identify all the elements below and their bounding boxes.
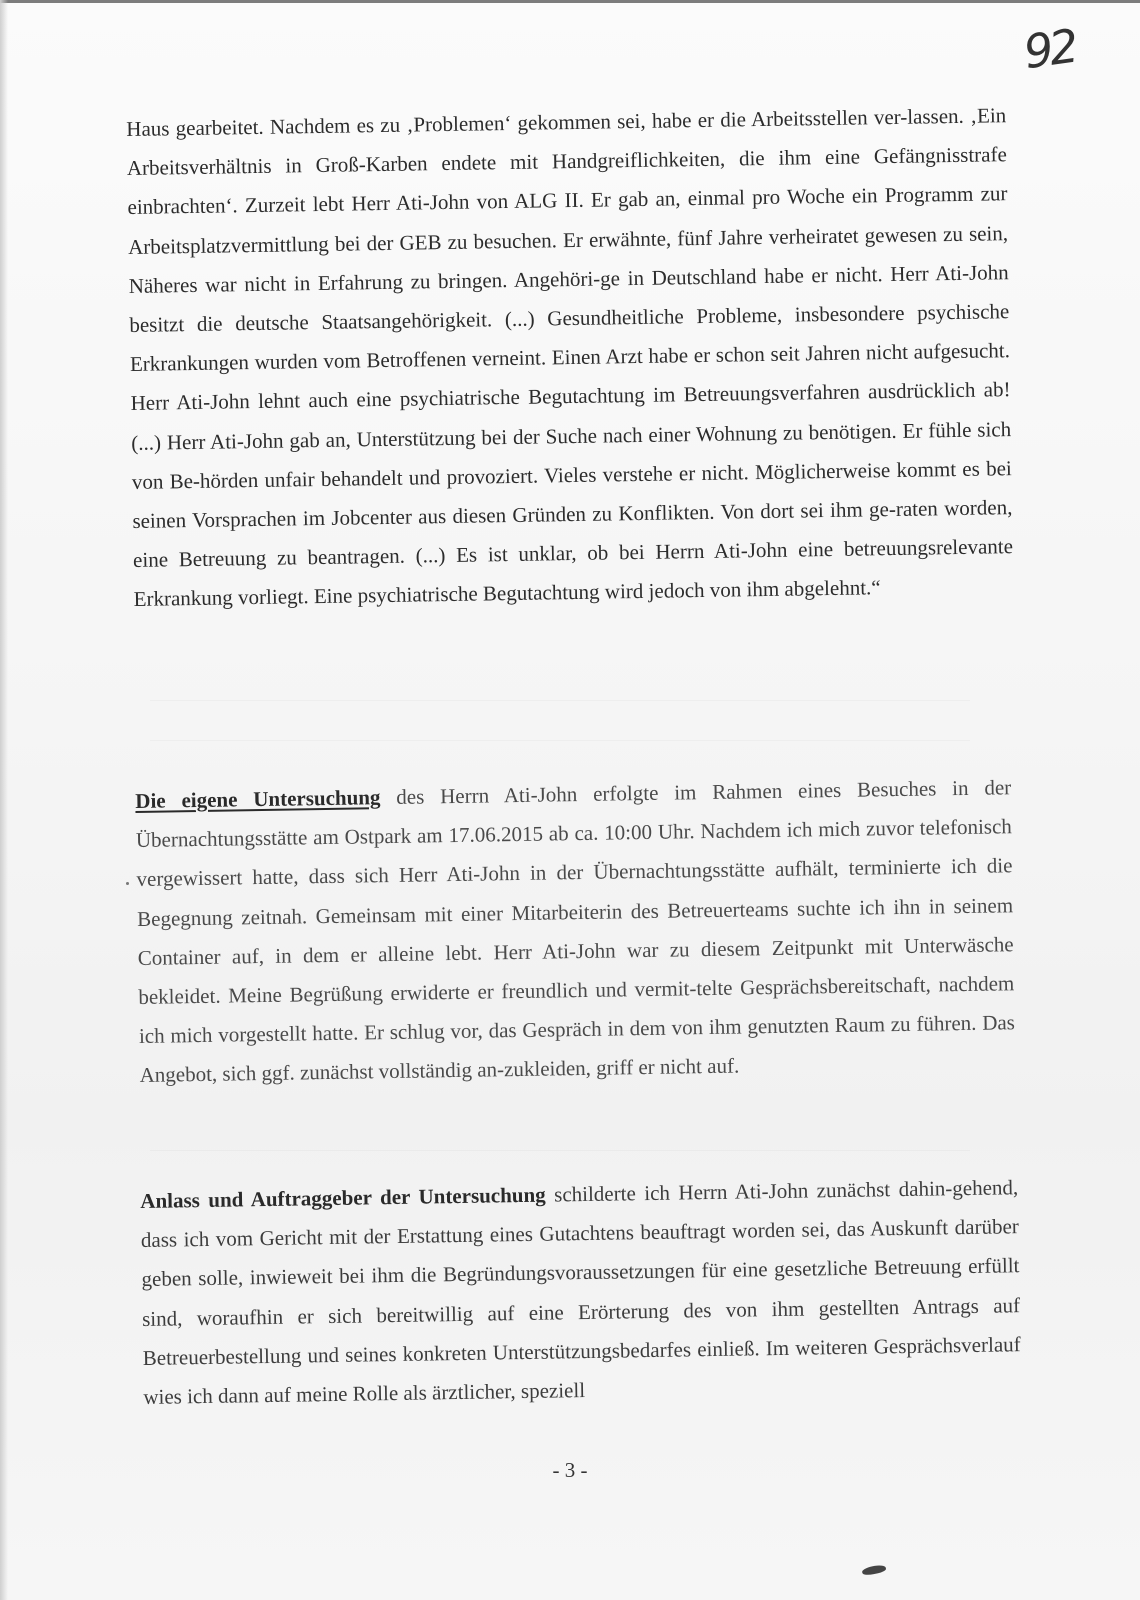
- scan-top-edge: [0, 0, 1140, 3]
- handwritten-page-marker: 92: [1020, 18, 1079, 80]
- bleed-through-line: [150, 740, 970, 741]
- paragraph-1-text: Haus gearbeitet. Nachdem es zu ‚Problemen‘ gekommen sei, habe er die Arbeitsstellen ver-lassen. ‚Ein Arbeitsverhältnis in Groß-Karben endete mit Handgreiflichkeiten, die ihm eine Gefängnisstrafe einbrachten‘. Zurzeit lebt Herr Ati-John von ALG II. Er gab an, einmal pro Woche ein Programm zur Arbeitsplatzvermittlung bei der GEB zu besuchen. Er erwähnte, fünf Jahre verheiratet gewesen zu sein, Näheres war nicht in Erfahrung zu bringen. Angehöri-ge in Deutschland habe er nicht. Herr Ati-John besitzt die deutsche Staatsangehörigkeit. (...) Gesundheitliche Probleme, insbesondere psychische Erkrankungen wurden vom Betroffenen verneint. Einen Arzt habe er schon seit Jahren nicht aufgesucht. Herr Ati-John lehnt auch eine psychiatrische Begutachtung im Betreuungsverfahren ausdrücklich ab! (...) Herr Ati-John gab an, Unterstützung bei der Suche nach einer Wohnung zu benötigen. Er fühle sich von Be-hörden unfair behandelt und provoziert. Vieles verstehe er nicht. Möglicherweise kommt es bei seinen Vorsprachen im Jobcenter aus diesen Gründen zu Konflikten. Von dort sei ihm ge-raten worden, eine Betreuung zu beantragen. (...) Es ist unklar, ob bei Herrn Ati-John eine betreuungsrelevante Erkrankung vorliegt. Eine psychiatrische Begutachtung wird jedoch von ihm abgelehnt.“: [126, 103, 1014, 612]
- scan-speck: [126, 882, 129, 885]
- bleed-through-line: [150, 1150, 970, 1151]
- scan-left-edge: [0, 0, 8, 1600]
- page-number: - 3 -: [552, 1458, 588, 1482]
- paragraph-eigene-untersuchung: [135, 768, 1016, 1095]
- paragraph-2-text: des Herrn Ati-John erfolgte im Rahmen eines Besuches in der Übernachtungsstätte am Ostpark am 17.06.2015 ab ca. 10:00 Uhr. Nachdem ich mich zuvor telefonisch vergewissert hatte, dass sich Herr Ati-John in der Übernachtungsstätte aufhält, terminierte ich die Begegnung zeitnah. Gemeinsam mit einer Mitarbeiterin des Betreuerteams suchte ich ihn in seinem Container auf, in dem er alleine lebt. Herr Ati-John war zu diesem Zeitpunkt mit Unterwäsche bekleidet. Meine Begrüßung erwiderte er freundlich und vermit-telte Gesprächsbereitschaft, nachdem ich mich vorgestellt hatte. Er schlug vor, das Gespräch in dem von ihm genutzten Raum zu führen. Das Angebot, sich ggf. zunächst vollständig an-zukleiden, griff er nicht auf.: [135, 775, 1016, 1088]
- paragraph-3-heading: Anlass und Auftraggeber der Untersuchung: [140, 1182, 546, 1213]
- ink-smudge: [861, 1564, 886, 1577]
- bleed-through-line: [150, 700, 970, 701]
- paragraph-3-text: schilderte ich Herrn Ati-John zunächst dahin-gehend, dass ich vom Gericht mit der Erstattung eines Gutachtens beauftragt worden sei, das Auskunft darüber geben solle, inwieweit bei ihm die Begründungsvoraussetzungen für eine gesetzliche Betreuung erfüllt sind, woraufhin er sich bereitwillig auf eine Erörterung des von ihm gestellten Antrags auf Betreuerbestellung und seines konkreten Unterstützungsbedarfes einließ. Im weiteren Gesprächsverlauf wies ich dann auf meine Rolle als ärztlicher, speziell: [140, 1175, 1021, 1409]
- paragraph-2-heading: Die eigene Untersuchung: [135, 785, 381, 813]
- paragraph-anlass-und-auftraggeber: [140, 1168, 1022, 1417]
- paragraph-quote-continuation: [126, 96, 1014, 619]
